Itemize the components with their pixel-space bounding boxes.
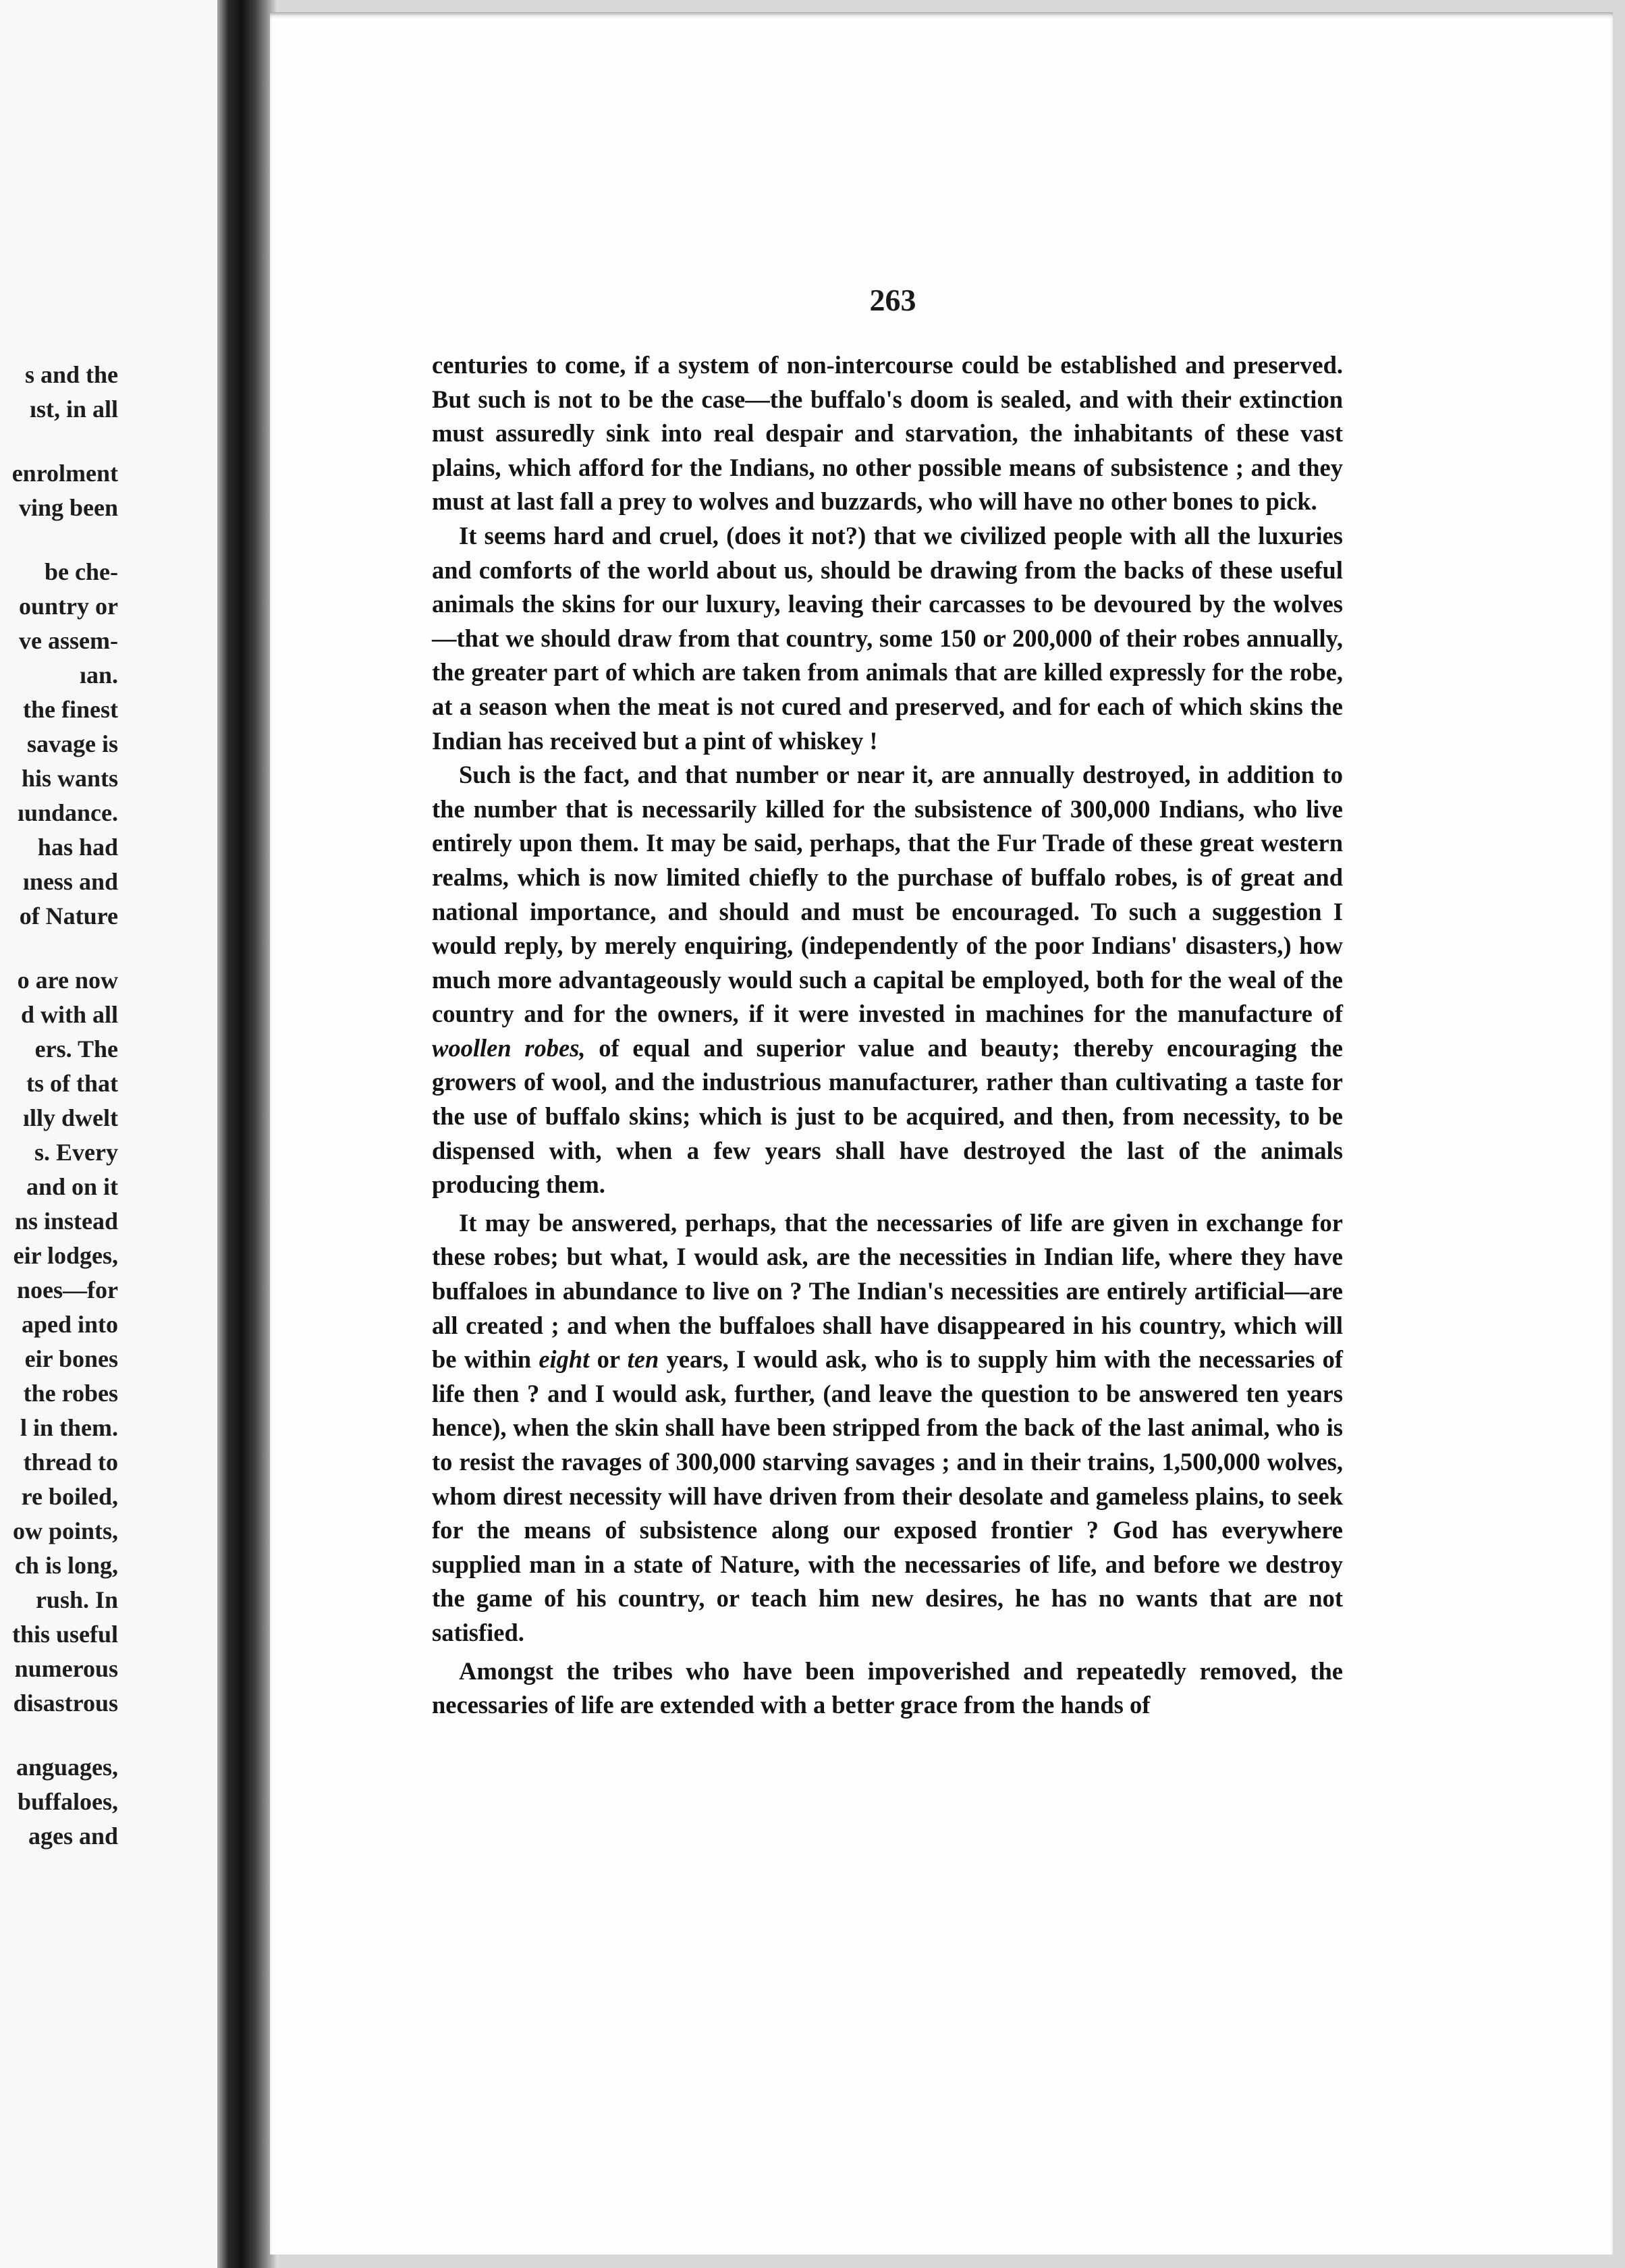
left-page-fragment: of Nature [19, 902, 118, 929]
left-page-fragment: eir lodges, [13, 1242, 118, 1269]
left-page-fragment: s. Every [34, 1139, 118, 1166]
body-text [432, 348, 1343, 1723]
left-page-fragment: ts of that [26, 1070, 118, 1097]
left-page-fragment: enrolment [11, 460, 118, 487]
left-page-fragment: the robes [23, 1380, 118, 1407]
paragraph-3-part-b: of equal and superior value and beauty; thereby encouraging the growers of wool, and the industrious manufacturer, rather than cultivating a taste for the use of buffalo skins; which is just to be acquired, and then, from necessity, to be dispensed with, when a few years shall have destroyed the last of the animals producing them. [432, 1033, 1343, 1199]
paragraph-4 [432, 1206, 1343, 1650]
left-page-fragment: aped into [21, 1311, 118, 1338]
left-page-fragment: re boiled, [21, 1483, 118, 1510]
left-page-fragment: l in them. [20, 1414, 118, 1441]
left-page-fragment: buffaloes, [17, 1788, 118, 1815]
left-page-fragment: ages and [28, 1823, 118, 1850]
left-page-fragment: numerous [14, 1655, 118, 1682]
paragraph-4-part-b: or [597, 1345, 620, 1374]
paragraph-4-part-a: It may be answered, perhaps, that the necessaries of life are given in exchange for these robes; but what, I would ask, are the necessities in Indian life, where they have buffaloes in abundance to live on ? The Indian's necessities are entirely artificial—are all created ; and when the buffaloes shall have disappeared in his country, which will be within [432, 1208, 1343, 1374]
left-page-fragment: ıst, in all [29, 396, 118, 423]
paragraph-1: centuries to come, if a system of non-intercourse could be established and preserved. But such is not to be the case—the buffalo's doom is sealed, and with their extinction must assuredly sink into real despair and starvation, the inhabitants of these vast plains, which afford for the Indians, no other possible means of subsistence ; and they must at last fall a prey to wolves and buzzards, who will have no other bones to pick. [432, 351, 1343, 516]
left-page-fragment: savage is [27, 730, 118, 757]
left-page-fragment: ıness and [22, 868, 118, 895]
left-page-fragment: eir bones [24, 1345, 118, 1372]
left-page-fragment: thread to [23, 1449, 118, 1476]
left-page-fragment: anguages, [16, 1754, 118, 1781]
left-page-fragment: this useful [11, 1621, 118, 1648]
left-page-fragment: ve assem- [19, 627, 118, 654]
paragraph-4-italic-b: ten [627, 1345, 659, 1374]
left-page-fragment: the finest [23, 696, 118, 723]
paragraph-5: Amongst the tribes who have been impoverished and repeatedly removed, the necessaries of life are extended with a better grace from the hands of [432, 1656, 1343, 1719]
left-page-fragment: ountry or [19, 593, 118, 620]
left-page-fragment: ıundance. [17, 799, 118, 826]
left-page-fragment: ıan. [79, 662, 118, 688]
left-page-fragment: be che- [45, 558, 118, 585]
left-page-fragment: noes—for [17, 1276, 118, 1303]
paragraph-2: It seems hard and cruel, (does it not?) that we civilized people with all the luxuries and comforts of the world about us, should be drawing from the backs of these useful animals the skins for our luxury, leaving their carcasses to be devoured by the wolves—that we should draw from that country, some 150 or 200,000 of their robes annually, the greater part of which are taken from animals that are killed expressly for the robe, at a season when the meat is not cured and preserved, and for each of which skins the Indian has received but a pint of whiskey ! [432, 521, 1343, 755]
left-page-fragment: ns instead [14, 1208, 118, 1235]
left-page-fragment: ers. The [34, 1035, 118, 1062]
paragraph-3 [432, 758, 1343, 1202]
paragraph-3-italic: woollen robes, [432, 1033, 586, 1062]
left-page-text-fragments [0, 358, 233, 1854]
paragraph-4-italic-a: eight [539, 1345, 590, 1374]
left-page-fragment: and on it [26, 1173, 118, 1200]
left-page-fragment: ving been [18, 494, 118, 521]
paragraph-4-part-c: years, I would ask, who is to supply him with the necessaries of life then ? and I would ask, further, (and leave the question to be answered ten years hence), when the skin shall have been stripped from the back of the last animal, who is to resist the ravages of 300,000 starving savages ; and in their trains, 1,500,000 wolves, whom direst necessity will have driven from their desolate and gameless plains, to seek for the means of subsistence along our exposed frontier ? God has everywhere supplied man in a state of Nature, with the necessaries of life, and before we destroy the game of his country, or teach him new desires, he has no wants that are not satisfied. [432, 1345, 1344, 1646]
left-page-fragment: s and the [24, 361, 118, 388]
paragraph-3-part-a: Such is the fact, and that number or near it, are annually destroyed, in addition to the number that is necessarily killed for the subsistence of 300,000 Indians, who live entirely upon them. It may be said, perhaps, that the Fur Trade of these great western realms, which is now limited chiefly to the purchase of buffalo robes, is of great and national importance, and should and must be encouraged. To such a suggestion I would reply, by merely enquiring, (independently of the poor Indians' disasters,) how much more advantageously would such a capital be employed, both for the weal of the country and for the owners, if it were invested in machines for the manufacture of [432, 761, 1343, 1028]
left-facing-page [0, 0, 233, 2268]
left-page-fragment: ılly dwelt [23, 1104, 118, 1131]
left-page-fragment: ow points, [12, 1517, 118, 1544]
left-page-fragment: d with all [20, 1001, 118, 1028]
left-page-fragment: his wants [21, 765, 118, 792]
left-page-fragment: disastrous [13, 1690, 118, 1717]
left-page-fragment: has had [37, 834, 118, 861]
left-page-fragment: ch is long, [14, 1552, 118, 1579]
book-gutter [217, 0, 278, 2268]
left-page-fragment: o are now [17, 967, 118, 994]
left-page-fragment: rush. In [35, 1586, 118, 1613]
page-number: 263 [869, 283, 916, 317]
